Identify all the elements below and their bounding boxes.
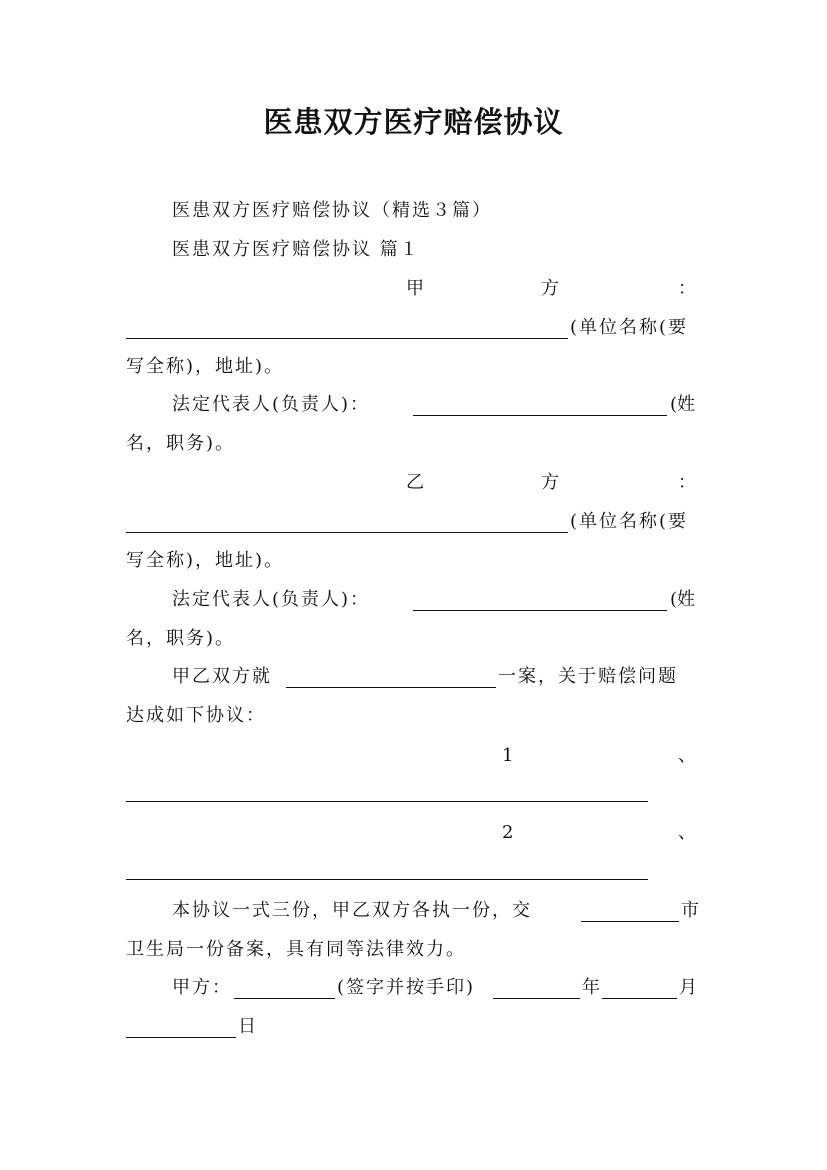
party-a-rep-note: (姓 — [670, 394, 696, 415]
copies-row — [126, 892, 702, 930]
item-1-blank — [126, 801, 648, 802]
signature-year-blank — [493, 998, 580, 999]
signature-month-blank — [602, 998, 677, 999]
signature-day-row — [126, 1008, 702, 1046]
item-1-separator: 、 — [678, 745, 696, 766]
party-b-colon: ： — [678, 472, 696, 493]
item-2-separator: 、 — [678, 822, 696, 843]
signature-note: (签字并按手印) — [337, 977, 476, 998]
party-a-unit-note: (单位名称(要 — [570, 317, 689, 338]
party-a-label-row — [126, 270, 702, 308]
agreement-cont: 达成如下协议： — [126, 705, 266, 726]
item-1-row — [126, 737, 702, 775]
party-b-unit-row — [126, 503, 702, 541]
agreement-end: 一案，关于赔偿问题 — [498, 666, 678, 687]
party-b-rep-label: 法定代表人(负责人)： — [172, 589, 371, 610]
copies-end: 市 — [681, 900, 699, 921]
party-b-unit-blank — [126, 532, 568, 533]
signature-name-blank — [234, 998, 335, 999]
party-a-rep-note-cont: 名，职务)。 — [126, 433, 236, 454]
signature-year: 年 — [582, 977, 600, 998]
party-a-rep-blank — [413, 415, 667, 416]
intro-heading: 医患双方医疗赔偿协议（精选３篇） — [172, 200, 492, 221]
party-a-rep-row — [126, 386, 702, 424]
copies-city-blank — [581, 921, 679, 922]
signature-row — [126, 969, 702, 1007]
item-2-number: 2 — [502, 822, 514, 843]
signature-month: 月 — [679, 977, 697, 998]
party-b-char2: 方 — [541, 472, 559, 493]
intro-part: 医患双方医疗赔偿协议 篇１ — [172, 239, 420, 260]
party-b-char1: 乙 — [406, 472, 424, 493]
party-a-unit-blank — [126, 338, 568, 339]
party-a-char1: 甲 — [406, 278, 424, 299]
signature-label: 甲方： — [172, 977, 232, 998]
item-2-blank — [126, 879, 648, 880]
party-b-unit-note: (单位名称(要 — [570, 511, 689, 532]
party-b-unit-note-cont: 写全称)，地址)。 — [126, 550, 285, 571]
signature-day-blank — [126, 1037, 236, 1038]
copies-start: 本协议一式三份，甲乙双方各执一份，交 — [172, 900, 532, 921]
party-b-rep-note: (姓 — [670, 589, 696, 610]
party-b-rep-note-cont: 名，职务)。 — [126, 628, 236, 649]
party-b-rep-row — [126, 581, 702, 619]
party-b-rep-blank — [413, 610, 667, 611]
party-a-unit-row — [126, 309, 702, 347]
agreement-case-blank — [286, 687, 496, 688]
party-a-unit-note-cont: 写全称)，地址)。 — [126, 356, 285, 377]
item-1-number: 1 — [502, 745, 514, 766]
party-a-colon: ： — [678, 278, 696, 299]
agreement-start: 甲乙双方就 — [172, 666, 272, 687]
document-title: 医患双方医疗赔偿协议 — [263, 105, 564, 139]
party-a-char2: 方 — [541, 278, 559, 299]
party-a-rep-label: 法定代表人(负责人)： — [172, 394, 371, 415]
item-2-row — [126, 814, 702, 852]
agreement-row — [126, 658, 702, 696]
signature-day: 日 — [238, 1016, 256, 1037]
party-b-label-row — [126, 464, 702, 502]
copies-cont: 卫生局一份备案，具有同等法律效力。 — [126, 939, 466, 960]
